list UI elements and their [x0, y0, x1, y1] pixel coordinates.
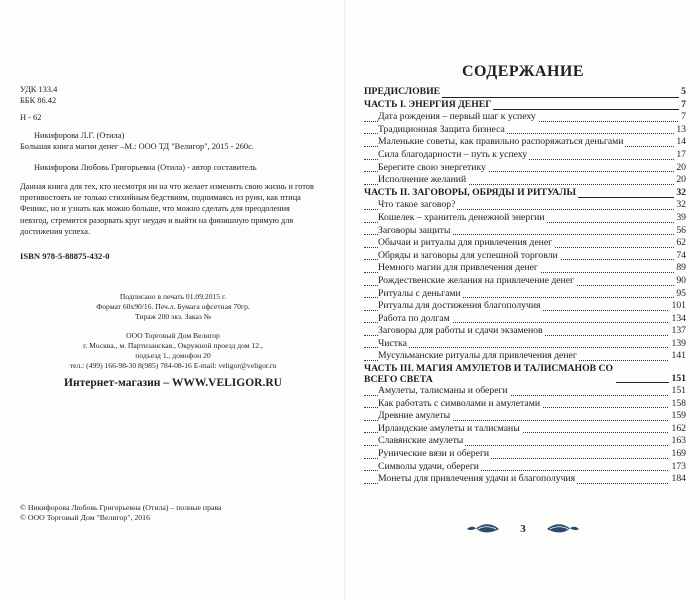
- right-flourish-icon: [546, 522, 580, 536]
- toc-entry-title: Славянские амулеты: [378, 435, 464, 447]
- toc-entry: [364, 237, 686, 250]
- toc-entry: [364, 225, 686, 238]
- toc-entry-title: Ритуалы с деньгами: [378, 287, 461, 299]
- toc-entry: [364, 199, 686, 212]
- udk-code: УДК 133.4: [20, 85, 58, 94]
- toc-entry: [364, 174, 686, 187]
- toc-entry-title: Берегите свою энергетику: [378, 161, 486, 173]
- toc-entry-page: 32: [676, 186, 686, 198]
- toc-entry-title: Заговоры защиты: [378, 224, 451, 236]
- publisher-contacts: тел.: (499) 166-98-30 8(985) 784-08-16 E-mail: veligor@veligor.ru: [69, 361, 277, 370]
- title-line: Большая книга магии денег –М.: ООО ТД "Велигор", 2015 - 260с.: [20, 142, 254, 151]
- toc-entry: [364, 325, 686, 338]
- toc-entry: [364, 162, 686, 175]
- toc-entry: [364, 385, 686, 398]
- toc-entry: [364, 410, 686, 423]
- toc-entry: [364, 288, 686, 301]
- toc-entry-page: 32: [676, 199, 686, 211]
- toc-entry-title: Ирландские амулеты и талисманы: [378, 422, 520, 434]
- isbn: ISBN 978-5-88875-432-0: [20, 251, 110, 261]
- toc-entry-page: 90: [676, 274, 686, 286]
- toc-entry-title: Обычаи и ритуалы для привлечения денег: [378, 237, 553, 249]
- toc-entry: [364, 250, 686, 263]
- toc-entry: [364, 149, 686, 162]
- toc-entry: [364, 136, 686, 149]
- author-code: Н - 62: [20, 113, 42, 122]
- publisher-name: ООО Торговый Дом Велигор: [126, 331, 220, 340]
- toc-entry-page: 163: [671, 435, 686, 447]
- table-of-contents: [364, 86, 686, 486]
- toc-entry: [364, 313, 686, 326]
- toc-entry-page: 56: [676, 224, 686, 236]
- toc-entry: [364, 338, 686, 351]
- copyright-author: © Никифорова Любовь Григорьевна (Отила) – полные права: [20, 503, 222, 512]
- toc-entry-title: Сила благодарности – путь к успеху: [378, 148, 528, 160]
- toc-entry-title: Рождественские желания на привлечение денег: [378, 274, 575, 286]
- toc-entry: [364, 448, 686, 461]
- toc-entry-page: 14: [676, 136, 686, 148]
- compiler-line: Никифорова Любовь Григорьевна (Отила) - автор составитель: [34, 163, 257, 172]
- toc-entry: [364, 99, 686, 112]
- toc-entry: [364, 363, 686, 385]
- toc-title: СОДЕРЖАНИЕ: [461, 63, 585, 80]
- toc-entry: [364, 473, 686, 486]
- toc-entry-page: 13: [676, 123, 686, 135]
- toc-entry-page: 74: [676, 249, 686, 261]
- publisher-address: г. Москва., м. Партизанская., Окружной проезд дом 12.,: [83, 341, 263, 350]
- toc-entry: [364, 435, 686, 448]
- print-line-1: Подписано в печать 01.09.2015 г.: [119, 292, 227, 301]
- toc-entry-page: 17: [676, 148, 686, 160]
- toc-entry: [364, 86, 686, 99]
- toc-entry-page: 5: [681, 86, 686, 97]
- author-line: Никифорова Л.Г. (Отила): [34, 131, 125, 140]
- book-description: Данная книга для тех, кто несмотря ни на что желает изменить свою жизнь и готов противостоять не только стихийным бедствиям, поднимаясь из руин, как птица Феникс, но и узнать как можно больше, что можно сделать для преодоления невзгод, стремится разорвать круг неудач и выйти на финишную прямую для достижения успеха.: [20, 182, 314, 236]
- toc-entry-title: Обряды и заговоры для успешной торговли: [378, 249, 558, 261]
- online-shop-link: Интернет-магазин – WWW.VELIGOR.RU: [64, 377, 282, 389]
- toc-leader: [364, 347, 686, 348]
- toc-entry-title: Исполнение желаний: [378, 174, 467, 186]
- print-line-2: Формат 60х90/16. Печ.л. Бумага офсетная 70гр.: [96, 302, 250, 311]
- toc-entry-page: 162: [671, 422, 686, 434]
- toc-entry: [364, 111, 686, 124]
- toc-entry-page: 173: [671, 460, 686, 472]
- toc-entry-page: 184: [671, 473, 686, 485]
- toc-entry: [364, 187, 686, 200]
- toc-entry-page: 151: [671, 385, 686, 397]
- page-number: 3: [520, 523, 526, 536]
- toc-entry: [364, 124, 686, 137]
- toc-entry: [364, 212, 686, 225]
- toc-entry-page: 134: [671, 312, 686, 324]
- toc-entry-page: 95: [676, 287, 686, 299]
- toc-entry-page: 169: [671, 448, 686, 460]
- toc-entry-page: 62: [676, 237, 686, 249]
- toc-entry-page: 159: [671, 410, 686, 422]
- toc-entry-title: Рунические вязи и обереги: [378, 448, 490, 460]
- toc-entry-title: Амулеты, талисманы и обереги: [378, 385, 508, 397]
- toc-entry-title: Немного магии для привлечения денег: [378, 262, 538, 274]
- toc-entry-title: ЧАСТЬ I. ЭНЕРГИЯ ДЕНЕГ: [364, 98, 492, 110]
- toc-entry: [364, 300, 686, 313]
- toc-entry: [364, 350, 686, 363]
- toc-entry-title: Мусульманские ритуалы для привлечения денег: [378, 350, 577, 362]
- toc-entry-title: Маленькие советы, как правильно распоряжаться деньгами: [378, 136, 624, 148]
- toc-entry-title: Символы удачи, обереги: [378, 460, 479, 472]
- toc-entry-title: Как работать с символами и амулетами: [378, 397, 541, 409]
- copyright-publisher: © ООО Торговый Дом "Велигор", 2016: [20, 513, 150, 522]
- toc-entry-page: 89: [676, 262, 686, 274]
- toc-entry-title: ЧАСТЬ II. ЗАГОВОРЫ, ОБРЯДЫ И РИТУАЛЫ: [364, 186, 576, 198]
- toc-entry-title: ЧАСТЬ III. МАГИЯ АМУЛЕТОВ И ТАЛИСМАНОВ СО ВСЕГО СВЕТА: [364, 363, 616, 385]
- right-page: [346, 0, 700, 600]
- toc-entry: [364, 262, 686, 275]
- toc-entry-title: Кошелек – хранитель денежной энергии: [378, 211, 545, 223]
- toc-entry-title: Что такое заговор?: [378, 199, 456, 211]
- toc-entry-page: 101: [671, 300, 686, 312]
- toc-entry-title: Чистка: [378, 337, 407, 349]
- toc-entry-title: ПРЕДИСЛОВИЕ: [364, 86, 441, 97]
- toc-entry-page: 151: [671, 373, 686, 385]
- toc-entry-page: 7: [681, 111, 686, 123]
- toc-entry-title: Заговоры для работы и сдачи экзаменов: [378, 325, 543, 337]
- publisher-entrance: подъезд 1., домофон 20: [135, 351, 211, 360]
- page-number-ornament: [346, 520, 700, 538]
- left-flourish-icon: [466, 522, 500, 536]
- toc-entry-page: 7: [681, 98, 686, 110]
- toc-entry-title: Работа по долгам: [378, 312, 450, 324]
- toc-entry-title: Древние амулеты: [378, 410, 451, 422]
- toc-entry: [364, 398, 686, 411]
- toc-entry-title: Традиционная Защита бизнеса: [378, 123, 505, 135]
- toc-entry-page: 20: [676, 174, 686, 186]
- toc-entry-page: 20: [676, 161, 686, 173]
- left-page: [0, 0, 346, 600]
- toc-entry-page: 158: [671, 397, 686, 409]
- toc-entry-page: 137: [671, 325, 686, 337]
- toc-entry-title: Монеты для привлечения удачи и благополучия: [378, 473, 576, 485]
- bbk-code: ББК 86.42: [20, 96, 57, 105]
- toc-entry: [364, 423, 686, 436]
- toc-entry-page: 141: [671, 350, 686, 362]
- print-line-3: Тираж 200 экз. Заказ №: [134, 312, 212, 321]
- toc-entry-page: 139: [671, 337, 686, 349]
- toc-entry: [364, 461, 686, 474]
- toc-entry: [364, 275, 686, 288]
- toc-entry-title: Ритуалы для достижения благополучия: [378, 300, 541, 312]
- toc-entry-page: 39: [676, 211, 686, 223]
- toc-entry-title: Дата рождения – первый шаг к успеху: [378, 111, 536, 123]
